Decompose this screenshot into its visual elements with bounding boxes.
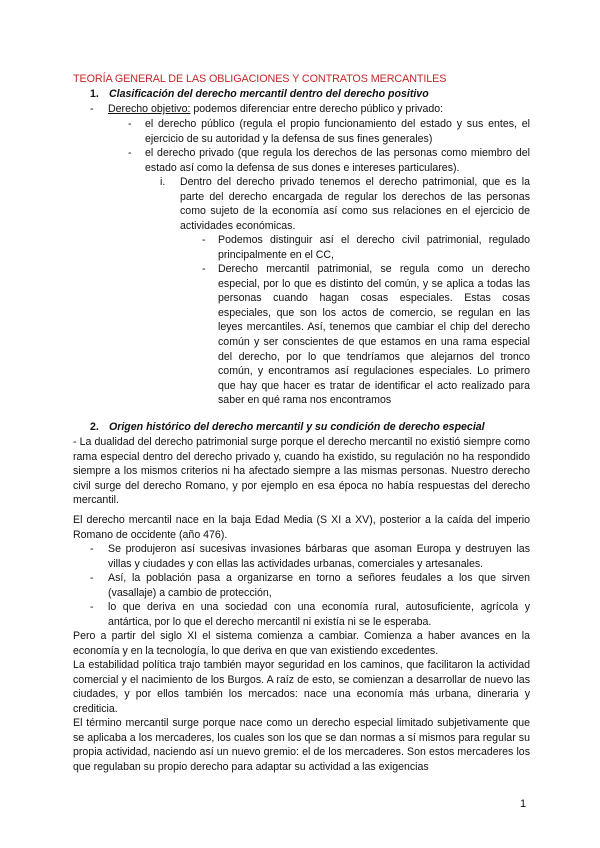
objetivo-line xyxy=(108,102,488,117)
section-2-number: 2. xyxy=(90,421,99,433)
dash-marker: - xyxy=(202,234,206,246)
objetivo-text: podemos diferenciar entre derecho público y privado: xyxy=(190,103,444,115)
section-1-heading xyxy=(90,87,429,102)
publico-text: el derecho público (regula el propio funcionamiento del estado y sus entes, el ejercicio de su autoridad y la defensa de sus fines generales) xyxy=(145,118,530,145)
dash-marker: - xyxy=(90,543,94,555)
page-number: 1 xyxy=(520,798,527,810)
patrimonial-text: Dentro del derecho privado tenemos el derecho patrimonial, que es la parte del derecho encargada de regular los derechos de las personas como sujeto de la economía así como sus relaciones en el ejercicio de actividades económicas. xyxy=(180,176,530,232)
section-2-heading xyxy=(90,420,485,435)
paragraph-termino-mercantil: El término mercantil surge porque nace como un derecho especial limitado subjetivamente que se aplicaba a los mercaderes, los cuales son los que se dan normas a sí mismos para regular su propia actividad, naciendo así un nuevo gremio: el de los mercaderes. Son estos mercaderes los que regulaban su propio derecho para adaptar su actividad a las exigencias xyxy=(73,717,530,773)
dash-marker: - xyxy=(128,147,132,159)
document-title: TEORÍA GENERAL DE LAS OBLIGACIONES Y CONTRATOS MERCANTILES xyxy=(73,73,447,85)
roman-marker: i. xyxy=(160,176,166,188)
dash-marker: - xyxy=(90,601,94,613)
paragraph-siglo-xi: Pero a partir del siglo XI el sistema comienza a cambiar. Comienza a haber avances en la economía y en la tecnología, lo que deriva en que van existiendo excedentes. xyxy=(73,630,530,657)
bullet-economia-rural: lo que deriva en una sociedad con una economía rural, autosuficiente, agrícola y antártica, por lo que el derecho mercantil ni existía ni se le esperaba. xyxy=(108,601,530,628)
paragraph-dualidad: - La dualidad del derecho patrimonial surge porque el derecho mercantil no existió siempre como rama especial dentro del derecho privado y, cuando ha existido, su regulación no ha respondido siempre a los mismos criterios ni ha afectado siempre a las mismas personas. Nuestro derecho civil surge del derecho Romano, y por ejemplo en esa época no había respuestas del derecho mercantil. xyxy=(73,436,530,507)
civil-text: Podemos distinguir así el derecho civil patrimonial, regulado principalmente en el CC, xyxy=(218,234,530,261)
paragraph-nacimiento: El derecho mercantil nace en la baja Edad Media (S XI a XV), posterior a la caída del imperio Romano de occidente (año 476). xyxy=(73,514,530,541)
section-2-title: Origen histórico del derecho mercantil y su condición de derecho especial xyxy=(109,421,485,433)
bullet-invasiones: Se produjeron así sucesivas invasiones bárbaras que asoman Europa y destruyen las villas y ciudades y con ellas las actividades urbanas, comerciales y artesanales. xyxy=(108,543,530,570)
dash-marker: - xyxy=(128,118,132,130)
dash-marker: - xyxy=(90,572,94,584)
dash-marker: - xyxy=(202,263,206,275)
section-1-title: Clasificación del derecho mercantil dentro del derecho positivo xyxy=(109,88,429,100)
objetivo-label: Derecho objetivo: xyxy=(108,103,191,115)
privado-text: el derecho privado (que regula los derechos de las personas como miembro del estado así como la defensa de sus dones e intereses particulares). xyxy=(145,147,530,174)
paragraph-estabilidad: La estabilidad política trajo también mayor seguridad en los caminos, que facilitaron la actividad comercial y el nacimiento de los Burgos. A raíz de esto, se comienzan a desarrollar de nuevo las ciudades, y por ellos también los mercados: nace una economía más urbana, dineraria y crediticia. xyxy=(73,659,530,715)
section-1-number: 1. xyxy=(90,88,99,100)
bullet-feudal: Así, la población pasa a organizarse en torno a señores feudales a los que sirven (vasallaje) a cambio de protección, xyxy=(108,572,530,599)
dash-marker: - xyxy=(90,103,94,115)
mercantil-text: Derecho mercantil patrimonial, se regula como un derecho especial, por lo que es distinto del común, y se aplica a todas las personas cuando hagan cosas especiales. Estas cosas especiales, que son los actos de comercio, se regulan en las leyes mercantiles. Así, tenemos que cambiar el chip del derecho común y ser conscientes de que estamos en una rama especial del derecho, por lo que tendríamos que alejarnos del tronco común, y encontramos así regulaciones especiales. Lo primero que hay que hacer es tratar de identificar el acto realizado para saber en qué rama nos encontramos xyxy=(218,263,530,407)
